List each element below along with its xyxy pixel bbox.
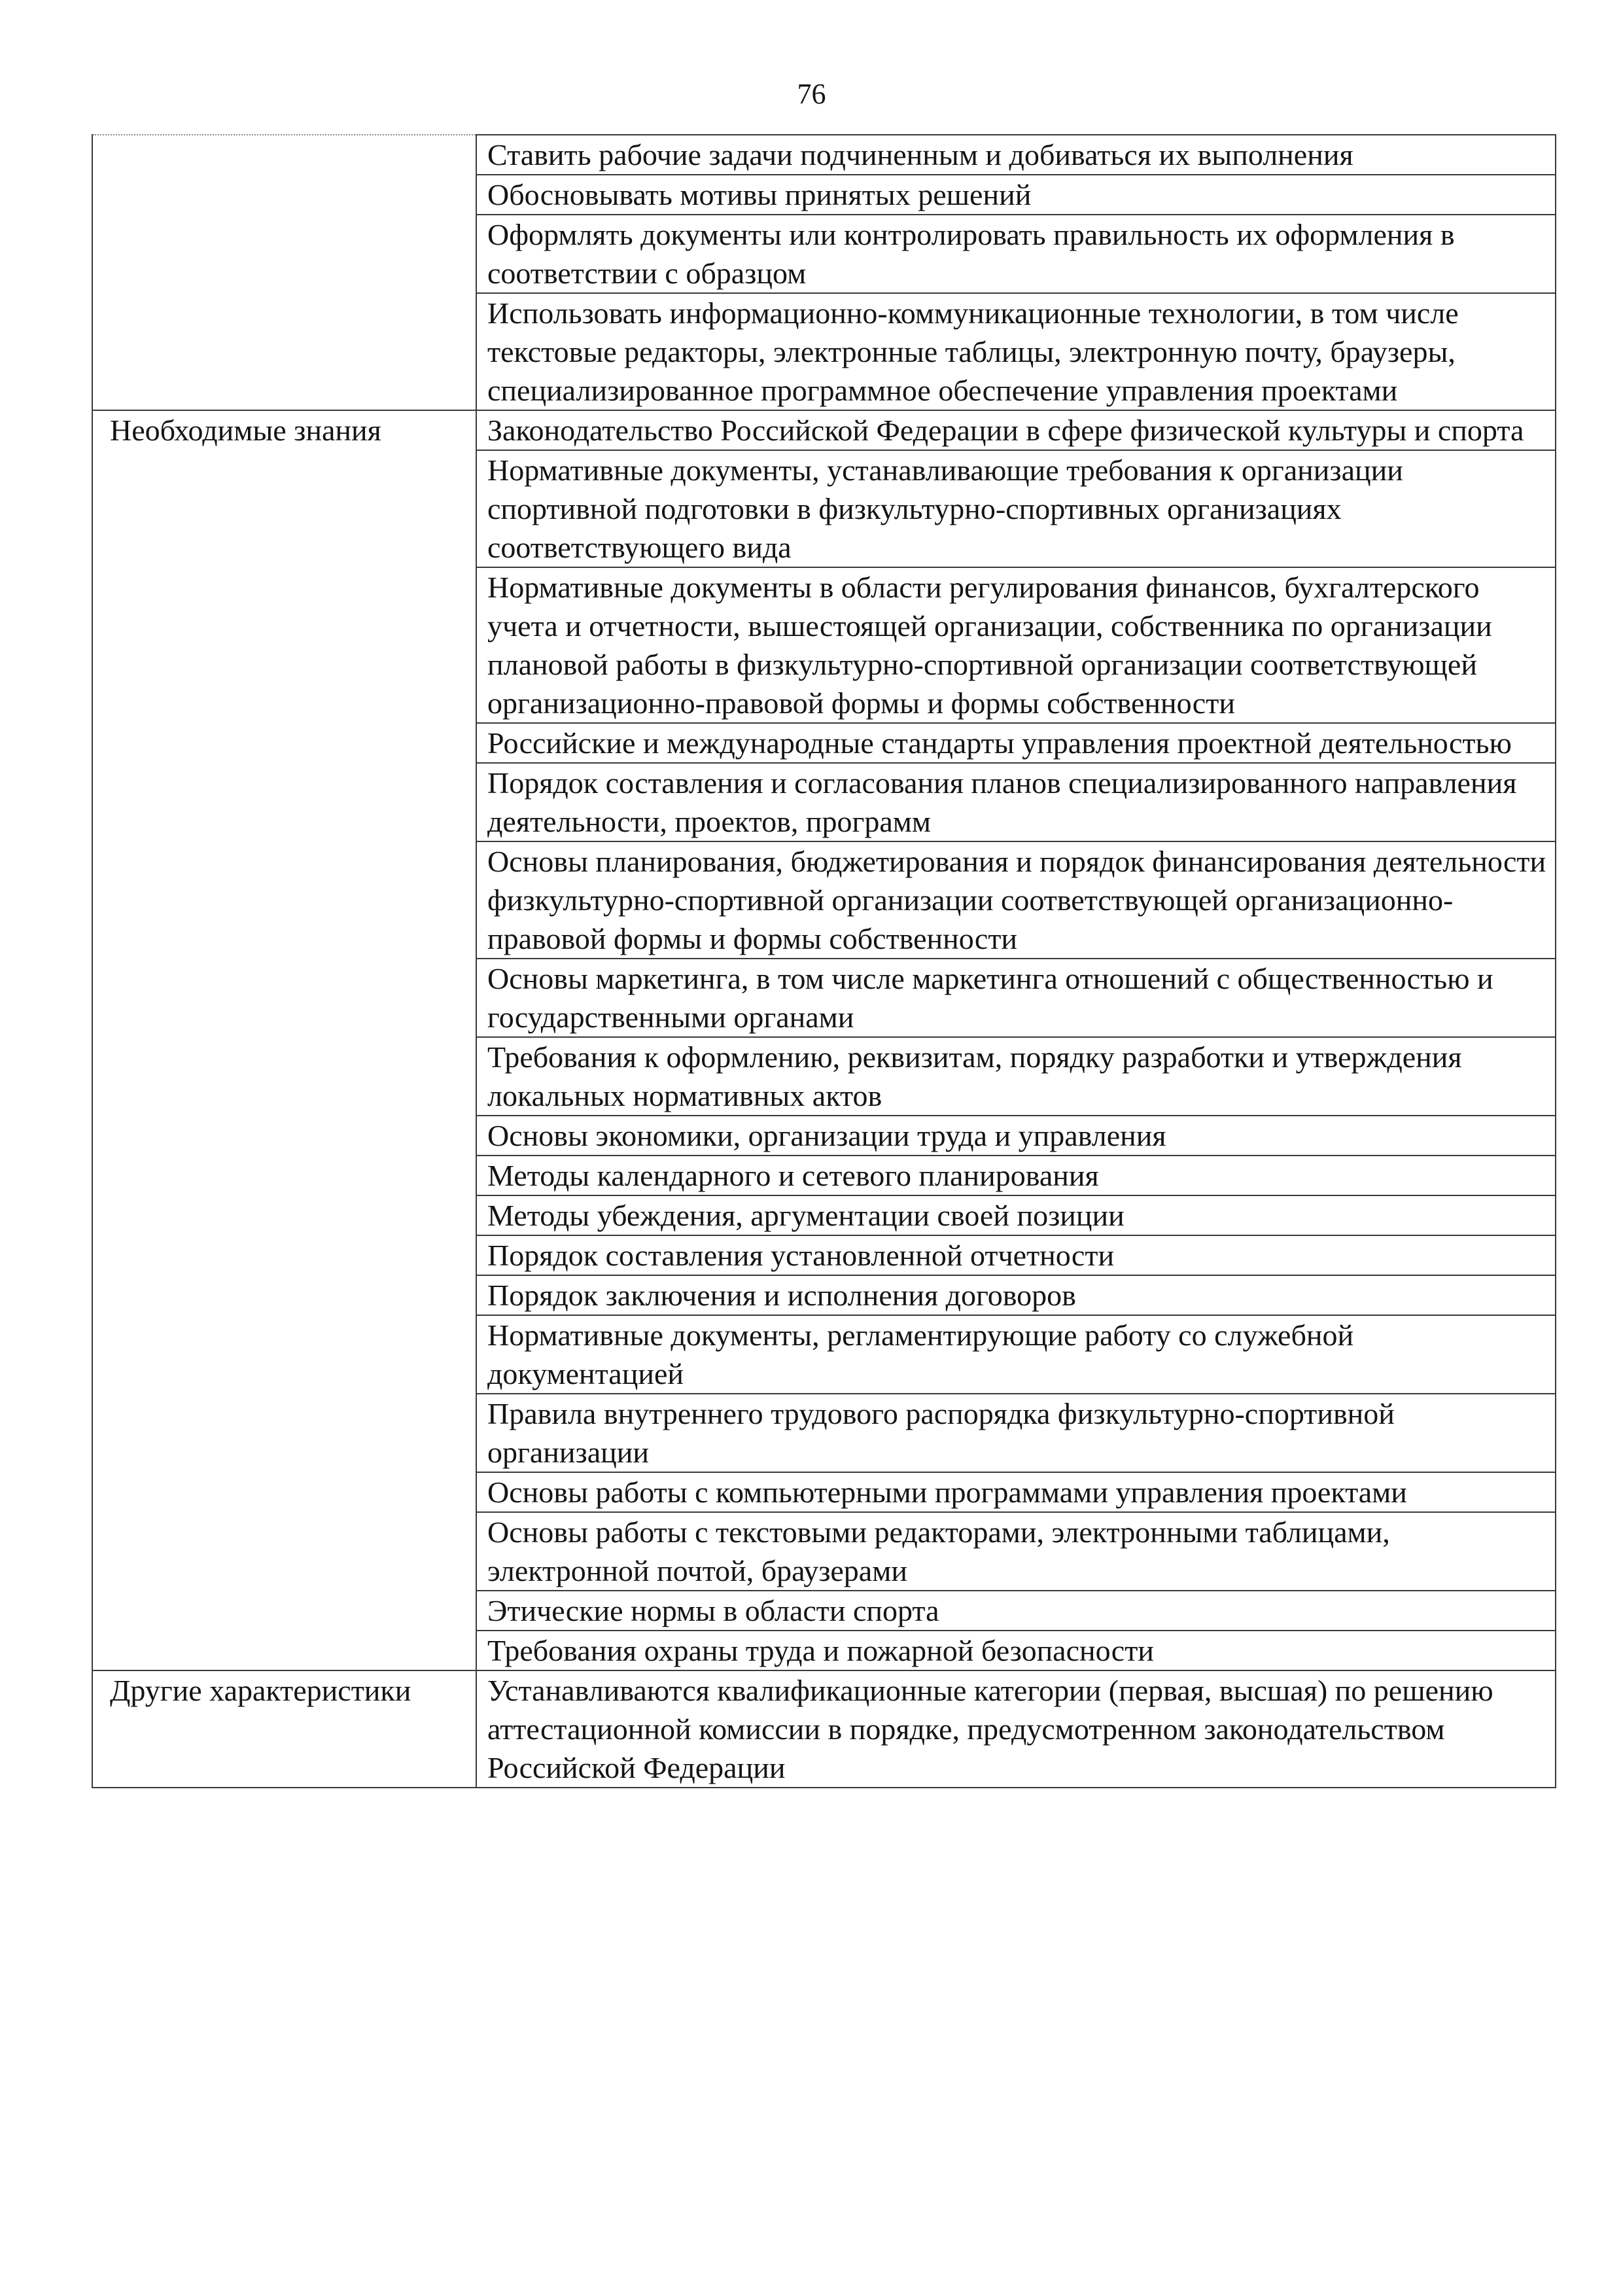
requirement-item: Порядок заключения и исполнения договоров [476, 1275, 1556, 1315]
requirement-item: Методы убеждения, аргументации своей позиции [476, 1195, 1556, 1235]
qualification-table [92, 134, 1556, 1788]
table-row [92, 1670, 1556, 1788]
requirement-item: Ставить рабочие задачи подчиненным и добиваться их выполнения [476, 135, 1556, 175]
requirement-item: Правила внутреннего трудового распорядка физкультурно-спортивной организации [476, 1394, 1556, 1472]
requirement-item: Основы маркетинга, в том числе маркетинга отношений с общественностью и государственными органами [476, 959, 1556, 1037]
requirement-item: Основы планирования, бюджетирования и порядок финансирования деятельности физкультурно-спортивной организации соответствующей организационно-правовой формы и формы собственности [476, 841, 1556, 959]
requirement-item: Нормативные документы в области регулирования финансов, бухгалтерского учета и отчетности, вышестоящей организации, собственника по организации плановой работы в физкультурно-спортивной организации соответствующей организационно-правовой формы и формы собственности [476, 567, 1556, 723]
requirement-item: Методы календарного и сетевого планирования [476, 1156, 1556, 1195]
table-row [92, 410, 1556, 450]
section-label: Необходимые знания [92, 410, 476, 1670]
page-number: 76 [797, 78, 826, 110]
requirement-item: Основы работы с компьютерными программами управления проектами [476, 1472, 1556, 1512]
requirement-item: Обосновывать мотивы принятых решений [476, 175, 1556, 215]
requirement-item: Оформлять документы или контролировать правильность их оформления в соответствии с образцом [476, 215, 1556, 293]
requirement-item: Этические нормы в области спорта [476, 1591, 1556, 1631]
requirement-item: Требования к оформлению, реквизитам, порядку разработки и утверждения локальных нормативных актов [476, 1037, 1556, 1116]
requirement-item: Основы экономики, организации труда и управления [476, 1116, 1556, 1156]
requirement-item: Требования охраны труда и пожарной безопасности [476, 1631, 1556, 1670]
requirement-item: Законодательство Российской Федерации в сфере физической культуры и спорта [476, 410, 1556, 450]
requirement-item: Нормативные документы, устанавливающие требования к организации спортивной подготовки в физкультурно-спортивных организациях соответствующего вида [476, 450, 1556, 567]
requirement-item: Использовать информационно-коммуникационные технологии, в том числе текстовые редакторы, электронные таблицы, электронную почту, браузеры, специализированное программное обеспечение управления проектами [476, 293, 1556, 410]
requirement-item: Основы работы с текстовыми редакторами, электронными таблицами, электронной почтой, браузерами [476, 1512, 1556, 1591]
requirement-item: Российские и международные стандарты управления проектной деятельностью [476, 723, 1556, 763]
table-row [92, 135, 1556, 175]
requirement-item: Устанавливаются квалификационные категории (первая, высшая) по решению аттестационной комиссии в порядке, предусмотренном законодательством Российской Федерации [476, 1670, 1556, 1788]
section-label [92, 135, 476, 410]
requirement-item: Порядок составления установленной отчетности [476, 1235, 1556, 1275]
requirement-item: Порядок составления и согласования планов специализированного направления деятельности, проектов, программ [476, 763, 1556, 841]
requirement-item: Нормативные документы, регламентирующие работу со служебной документацией [476, 1315, 1556, 1394]
section-label: Другие характеристики [92, 1670, 476, 1788]
